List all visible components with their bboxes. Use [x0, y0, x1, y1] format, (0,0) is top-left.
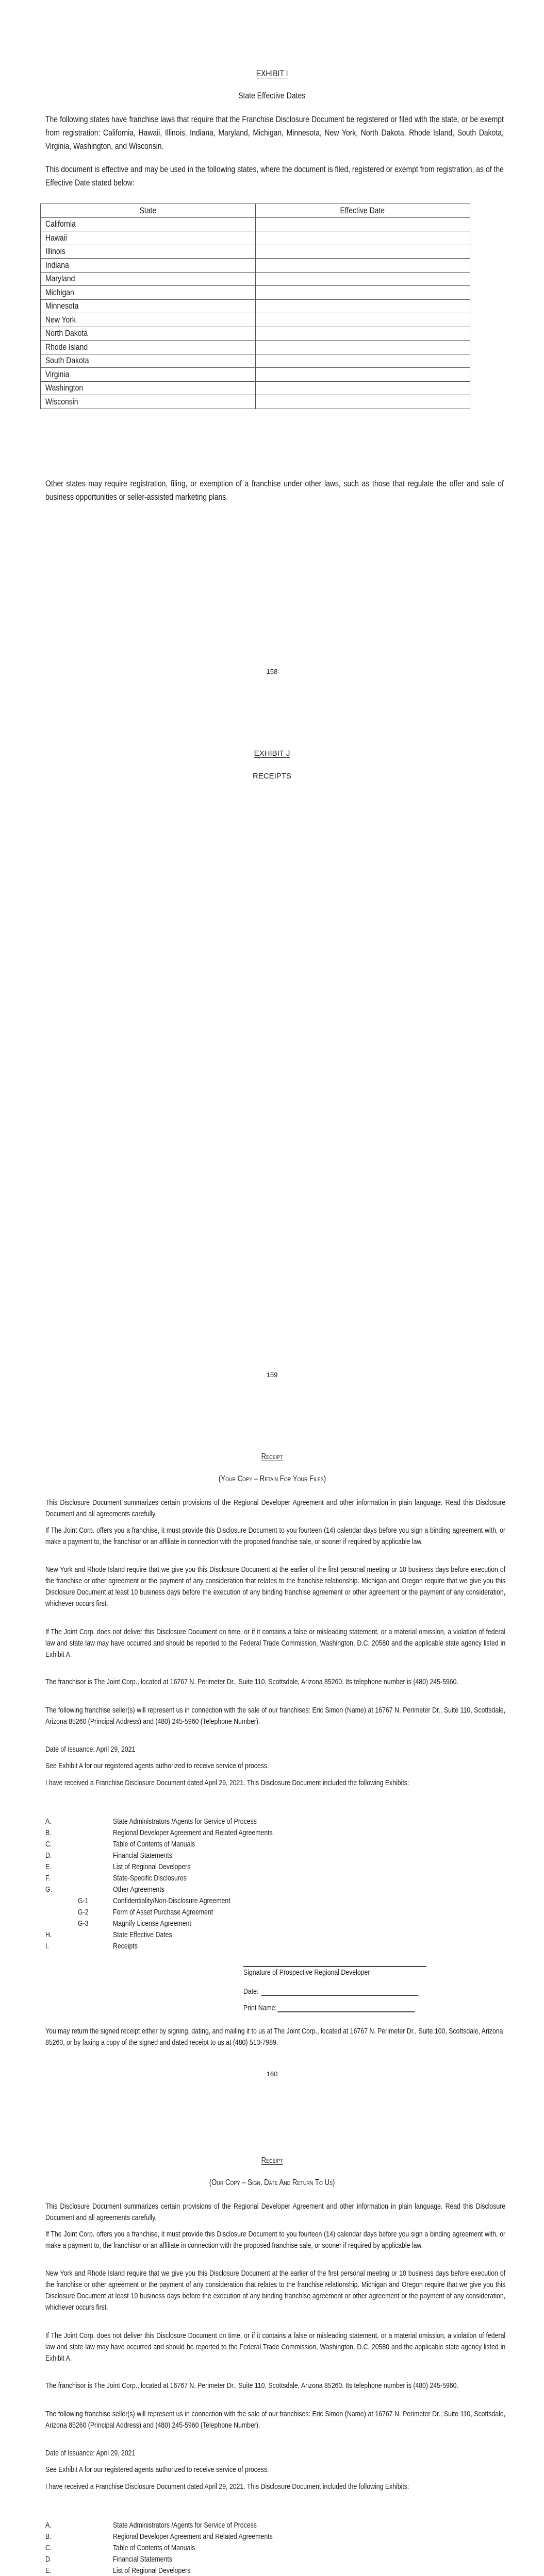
exhibit-sub-number: G-1	[78, 1896, 89, 1905]
exhibit-letter: C.	[45, 1840, 52, 1849]
effective-date-cell[interactable]	[255, 217, 470, 231]
franchisor-info-paragraph: The franchisor is The Joint Corp., located at 16767 N. Perimeter Dr., Suite 110, Scottsdale, Arizona 85260. Its telephone number is (480) 245-5960.	[45, 1677, 458, 1686]
franchise-seller-paragraph: The following franchise seller(s) will represent us in connection with the sale of our franchises: Eric Simon (Name) at 16767 N. Perimeter Dr., Suite 110, Scottsdale, Arizona 85260 (Principal Address) and (480) 245-5960 (Telephone Number).	[45, 1706, 506, 1726]
exhibit-j-heading: EXHIBIT J	[254, 749, 290, 758]
violation-paragraph: If The Joint Corp. does not deliver this Disclosure Document on time, or if it contains a false or misleading statement, or a material omission, a violation of federal law and state law may have occurred and should be reported to the Federal Trade Commission, Washington, D.C. 20580 and the applicable state agency listed in Exhibit A.	[45, 1628, 506, 1659]
date-input-line[interactable]	[261, 1987, 418, 1996]
exhibit-list-item	[0, 1839, 544, 1850]
table-row	[41, 245, 470, 259]
franchise-laws-paragraph: The following states have franchise laws that require that the Franchise Disclosure Document be registered or filed with the state, or be exempt from registration: California, Hawaii, Illinois, Indiana, Maryland, Michigan, Minnesota, New York, North Dakota, Rhode Island, South Dakota, Virginia, Washington, and Wisconsin.	[45, 114, 504, 151]
exhibit-list-item	[0, 2531, 544, 2543]
receipts-subheading: RECEIPTS	[252, 772, 291, 781]
state-cell: Washington	[41, 381, 256, 395]
effective-date-cell[interactable]	[255, 245, 470, 259]
table-row	[41, 341, 470, 354]
table-row	[41, 259, 470, 273]
column-header-state: State	[41, 204, 256, 218]
exhibit-label: Form of Asset Purchase Agreement	[113, 1908, 213, 1917]
column-header-effective-date: Effective Date	[255, 204, 470, 218]
effective-date-cell[interactable]	[255, 286, 470, 300]
table-row	[41, 313, 470, 327]
franchisor-info-paragraph: The franchisor is The Joint Corp., located at 16767 N. Perimeter Dr., Suite 110, Scottsdale, Arizona 85260. Its telephone number is (480) 245-5960.	[45, 2381, 458, 2390]
state-cell: New York	[41, 313, 256, 327]
state-cell: Maryland	[41, 272, 256, 286]
exhibit-list-item	[0, 1907, 544, 1918]
exhibit-label: State Administrators /Agents for Service of Process	[113, 1817, 257, 1826]
signature-line[interactable]	[243, 1966, 426, 1967]
exhibit-label: Financial Statements	[113, 1851, 172, 1860]
page-number: 158	[266, 668, 278, 675]
table-row	[41, 299, 470, 313]
effective-date-cell[interactable]	[255, 395, 470, 409]
exhibit-list-item	[0, 1918, 544, 1929]
exhibit-label: Regional Developer Agreement and Related Agreements	[113, 2532, 273, 2541]
effective-date-cell[interactable]	[255, 259, 470, 273]
summary-paragraph: This Disclosure Document summarizes certain provisions of the Regional Developer Agreement and other information in plain language. Read this Disclosure Document and all agreements carefully.	[45, 1498, 506, 1518]
exhibit-label: State Effective Dates	[113, 1930, 172, 1939]
table-row	[41, 395, 470, 409]
exhibit-label: List of Regional Developers	[113, 2566, 191, 2575]
state-effective-dates-table	[40, 204, 470, 409]
table-row	[41, 381, 470, 395]
exhibit-j-heading-wrap	[0, 749, 544, 758]
effective-date-cell[interactable]	[255, 341, 470, 354]
acknowledgment-paragraph: I have received a Franchise Disclosure Document dated April 29, 2021. This Disclosure Document included the following Exhibits:	[45, 1778, 409, 1787]
date-field-row	[243, 1987, 418, 1996]
exhibit-letter: D.	[45, 1851, 52, 1860]
state-effective-dates-subheading: State Effective Dates	[238, 91, 306, 100]
state-cell: Illinois	[41, 245, 256, 259]
receipt-subheading: (Our Copy – Sign, Date And Return To Us)	[209, 2178, 335, 2187]
registered-agents-paragraph: See Exhibit A for our registered agents authorized to receive service of process.	[45, 1761, 269, 1770]
table-row	[41, 217, 470, 231]
acknowledgment-paragraph: I have received a Franchise Disclosure Document dated April 29, 2021. This Disclosure Document included the following Exhibits:	[45, 2482, 409, 2491]
exhibit-list-item	[0, 1816, 544, 1827]
exhibit-list-item	[0, 2554, 544, 2565]
state-effective-dates-subheading-wrap	[0, 91, 544, 101]
exhibit-letter: A.	[45, 2521, 52, 2530]
exhibit-letter: E.	[45, 1862, 52, 1871]
state-cell: Virginia	[41, 368, 256, 382]
effective-date-cell[interactable]	[255, 327, 470, 341]
franchise-seller-paragraph: The following franchise seller(s) will represent us in connection with the sale of our franchises: Eric Simon (Name) at 16767 N. Perimeter Dr., Suite 110, Scottsdale, Arizona 85260 (Principal Address) and (480) 245-5960 (Telephone Number).	[45, 2410, 506, 2430]
exhibit-list-item	[0, 2565, 544, 2576]
registered-agents-paragraph: See Exhibit A for our registered agents authorized to receive service of process.	[45, 2465, 269, 2474]
exhibit-label: Other Agreements	[113, 1885, 164, 1894]
effective-states-paragraph: This document is effective and may be used in the following states, where the document is filed, registered or exempt from registration, as of the Effective Date stated below:	[45, 164, 504, 188]
exhibit-label: Table of Contents of Manuals	[113, 2544, 195, 2552]
exhibit-list-item	[0, 1861, 544, 1873]
exhibit-list-item	[0, 1895, 544, 1907]
state-cell: Hawaii	[41, 231, 256, 245]
state-cell: South Dakota	[41, 354, 256, 368]
exhibit-i-heading: EXHIBIT I	[256, 69, 288, 78]
print-name-label: Print Name:	[243, 2004, 277, 2012]
receipt-heading-wrap	[0, 1452, 544, 1462]
exhibit-letter: E.	[45, 2566, 52, 2575]
receipt-heading-wrap	[0, 2156, 544, 2165]
page-number: 159	[266, 1371, 278, 1379]
table-row	[41, 327, 470, 341]
table-row	[41, 286, 470, 300]
state-cell: Michigan	[41, 286, 256, 300]
receipt-subheading-wrap	[0, 1475, 544, 1484]
table-row	[41, 354, 470, 368]
exhibit-list-item	[0, 2543, 544, 2554]
exhibit-letter: D.	[45, 2555, 52, 2564]
exhibit-label: State Administrators /Agents for Service of Process	[113, 2521, 257, 2530]
effective-date-cell[interactable]	[255, 299, 470, 313]
table-header-row	[41, 204, 470, 218]
receipt-subheading-wrap	[0, 2178, 544, 2188]
exhibit-list-item	[0, 1941, 544, 1952]
exhibit-label: Financial Statements	[113, 2555, 172, 2564]
exhibit-label: Regional Developer Agreement and Related Agreements	[113, 1828, 273, 1837]
exhibit-list-item	[0, 1827, 544, 1839]
signature-label: Signature of Prospective Regional Developer	[243, 1968, 370, 1977]
table-row	[41, 231, 470, 245]
date-label: Date:	[243, 1987, 259, 1996]
state-cell: Wisconsin	[41, 395, 256, 409]
summary-paragraph: This Disclosure Document summarizes certain provisions of the Regional Developer Agreement and other information in plain language. Read this Disclosure Document and all agreements carefully.	[45, 2202, 506, 2222]
state-cell: Indiana	[41, 259, 256, 273]
date-of-issuance: Date of Issuance: April 29, 2021	[45, 2449, 136, 2458]
exhibit-letter: B.	[45, 1828, 52, 1837]
effective-date-cell[interactable]	[255, 354, 470, 368]
date-of-issuance: Date of Issuance: April 29, 2021	[45, 1745, 136, 1754]
state-cell: North Dakota	[41, 327, 256, 341]
exhibit-list-item	[0, 1873, 544, 1884]
print-name-input-line[interactable]	[278, 2003, 415, 2012]
state-cell: Minnesota	[41, 299, 256, 313]
page-number: 160	[266, 2070, 278, 2078]
print-name-field-row	[243, 2003, 415, 2012]
receipt-heading: Receipt	[261, 1452, 283, 1461]
exhibit-list-item	[0, 1884, 544, 1895]
receipt-heading: Receipt	[261, 2156, 283, 2165]
state-timing-paragraph: New York and Rhode Island require that we give you this Disclosure Document at the earlier of the first personal meeting or 10 business days before execution of the franchise or other agreement or the payment of any consideration that relates to the franchise relationship. Michigan and Oregon require that we give you this Disclosure Document at least 10 business days before the execution of any binding franchise agreement or other agreement or the payment of any consideration, whichever occurs first.	[45, 2269, 506, 2312]
exhibit-list-item	[0, 2520, 544, 2531]
exhibit-letter: F.	[45, 1874, 51, 1883]
exhibit-label: Table of Contents of Manuals	[113, 1840, 195, 1849]
exhibit-letter: A.	[45, 1817, 52, 1826]
effective-date-cell[interactable]	[255, 231, 470, 245]
state-timing-paragraph: New York and Rhode Island require that we give you this Disclosure Document at the earlier of the first personal meeting or 10 business days before execution of the franchise or other agreement or the payment of any consideration that relates to the franchise relationship. Michigan and Oregon require that we give you this Disclosure Document at least 10 business days before the execution of any binding franchise agreement or other agreement or the payment of any consideration, whichever occurs first.	[45, 1565, 506, 1608]
receipt-subheading: (Your Copy – Retain For Your Files)	[218, 1475, 326, 1483]
table-row	[41, 272, 470, 286]
exhibit-label: Confidentiality/Non-Disclosure Agreement	[113, 1896, 230, 1905]
other-states-paragraph: Other states may require registration, filing, or exemption of a franchise under other laws, such as those that regulate the offer and sale of business opportunities or seller-assisted marketing plans.	[45, 479, 504, 502]
exhibit-label: Receipts	[113, 1942, 138, 1951]
effective-date-cell[interactable]	[255, 368, 470, 382]
exhibit-sub-number: G-3	[78, 1919, 89, 1928]
exhibit-label: Magnify License Agreement	[113, 1919, 191, 1928]
delivery-timing-paragraph: If The Joint Corp. offers you a franchise, it must provide this Disclosure Document to you fourteen (14) calendar days before you sign a binding agreement with, or make a payment to, the franchisor or an affiliate in connection with the proposed franchise sale, or sooner if required by applicable law.	[45, 2230, 506, 2250]
exhibit-letter: I.	[45, 1942, 49, 1951]
delivery-timing-paragraph: If The Joint Corp. offers you a franchise, it must provide this Disclosure Document to you fourteen (14) calendar days before you sign a binding agreement with, or make a payment to, the franchisor or an affiliate in connection with the proposed franchise sale, or sooner if required by applicable law.	[45, 1526, 506, 1546]
exhibit-list-item	[0, 1929, 544, 1941]
exhibit-sub-number: G-2	[78, 1908, 89, 1917]
exhibit-letter: B.	[45, 2532, 52, 2541]
effective-date-cell[interactable]	[255, 313, 470, 327]
state-cell: California	[41, 217, 256, 231]
return-instructions-paragraph: You may return the signed receipt either by signing, dating, and mailing it to us at The Joint Corp., located at 16767 N. Perimeter Dr., Suite 100, Scottsdale, Arizona 85260, or by faxing a copy of the signed and dated receipt to us at (480) 513-7989.	[45, 2027, 503, 2047]
exhibit-letter: H.	[45, 1930, 52, 1939]
exhibit-label: State-Specific Disclosures	[113, 1874, 187, 1883]
violation-paragraph: If The Joint Corp. does not deliver this Disclosure Document on time, or if it contains a false or misleading statement, or a material omission, a violation of federal law and state law may have occurred and should be reported to the Federal Trade Commission, Washington, D.C. 20580 and the applicable state agency listed in Exhibit A.	[45, 2331, 506, 2363]
effective-date-cell[interactable]	[255, 381, 470, 395]
exhibit-letter: C.	[45, 2544, 52, 2552]
state-cell: Rhode Island	[41, 341, 256, 354]
exhibit-i-heading-wrap	[0, 69, 544, 79]
exhibit-letter: G.	[45, 1885, 52, 1894]
table-row	[41, 368, 470, 382]
exhibit-list-item	[0, 1850, 544, 1861]
exhibit-label: List of Regional Developers	[113, 1862, 191, 1871]
effective-date-cell[interactable]	[255, 272, 470, 286]
